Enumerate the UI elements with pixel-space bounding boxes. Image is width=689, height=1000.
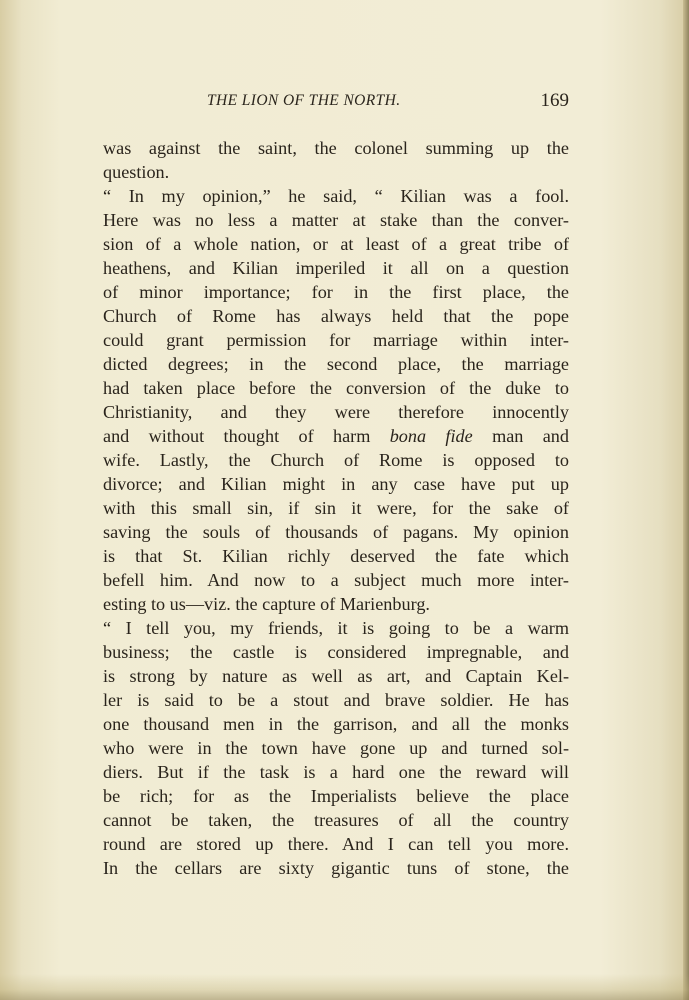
text-line: saving the souls of thousands of pagans. My opinion: [103, 522, 569, 542]
body-text: [103, 136, 569, 880]
text-line: “ In my opinion,” he said, “ Kilian was a fool.: [103, 186, 569, 206]
text-line: diers. But if the task is a hard one the reward will: [103, 762, 569, 782]
text-line: divorce; and Kilian might in any case have put up: [103, 474, 569, 494]
text-line: Here was no less a matter at stake than the conver-: [103, 210, 569, 230]
text-line: and without thought of harm bona fide man and: [103, 426, 569, 446]
text-line: befell him. And now to a subject much more inter-: [103, 570, 569, 590]
text-line: be rich; for as the Imperialists believe the place: [103, 786, 569, 806]
text-line: had taken place before the conversion of the duke to: [103, 378, 569, 398]
text-line: round are stored up there. And I can tell you more.: [103, 834, 569, 854]
page-number: 169: [540, 90, 569, 111]
text-line: wife. Lastly, the Church of Rome is opposed to: [103, 450, 569, 470]
text-line: one thousand men in the garrison, and all the monks: [103, 714, 569, 734]
text-line: of minor importance; for in the first place, the: [103, 282, 569, 302]
text-line: was against the saint, the colonel summing up the: [103, 138, 569, 158]
text-line: with this small sin, if sin it were, for the sake of: [103, 498, 569, 518]
text-line: question.: [103, 162, 170, 182]
text-line: who were in the town have gone up and turned sol-: [103, 738, 569, 758]
text-line: business; the castle is considered impregnable, and: [103, 642, 569, 662]
text-line: sion of a whole nation, or at least of a great tribe of: [103, 234, 569, 254]
page-edge-right: [683, 0, 689, 1000]
text-line: ler is said to be a stout and brave soldier. He has: [103, 690, 569, 710]
text-line: could grant permission for marriage within inter-: [103, 330, 569, 350]
running-title: THE LION OF THE NORTH.: [207, 92, 401, 109]
text-line: In the cellars are sixty gigantic tuns of stone, the: [103, 858, 569, 878]
italic-phrase: bona fide: [389, 426, 473, 446]
text-line: heathens, and Kilian imperiled it all on a question: [103, 258, 569, 278]
text-line: Christianity, and they were therefore innocently: [103, 402, 569, 422]
text-line: Church of Rome has always held that the pope: [103, 306, 569, 326]
page-header: [103, 92, 569, 116]
page-edge-bottom: [0, 974, 689, 1000]
text-line: “ I tell you, my friends, it is going to be a warm: [103, 618, 569, 638]
text-line: is strong by nature as well as art, and Captain Kel-: [103, 666, 569, 686]
text-line: esting to us—viz. the capture of Marienburg.: [103, 594, 430, 614]
text-line: is that St. Kilian richly deserved the fate which: [103, 546, 569, 566]
text-line: dicted degrees; in the second place, the marriage: [103, 354, 569, 374]
text-line: cannot be taken, the treasures of all the country: [103, 810, 569, 830]
